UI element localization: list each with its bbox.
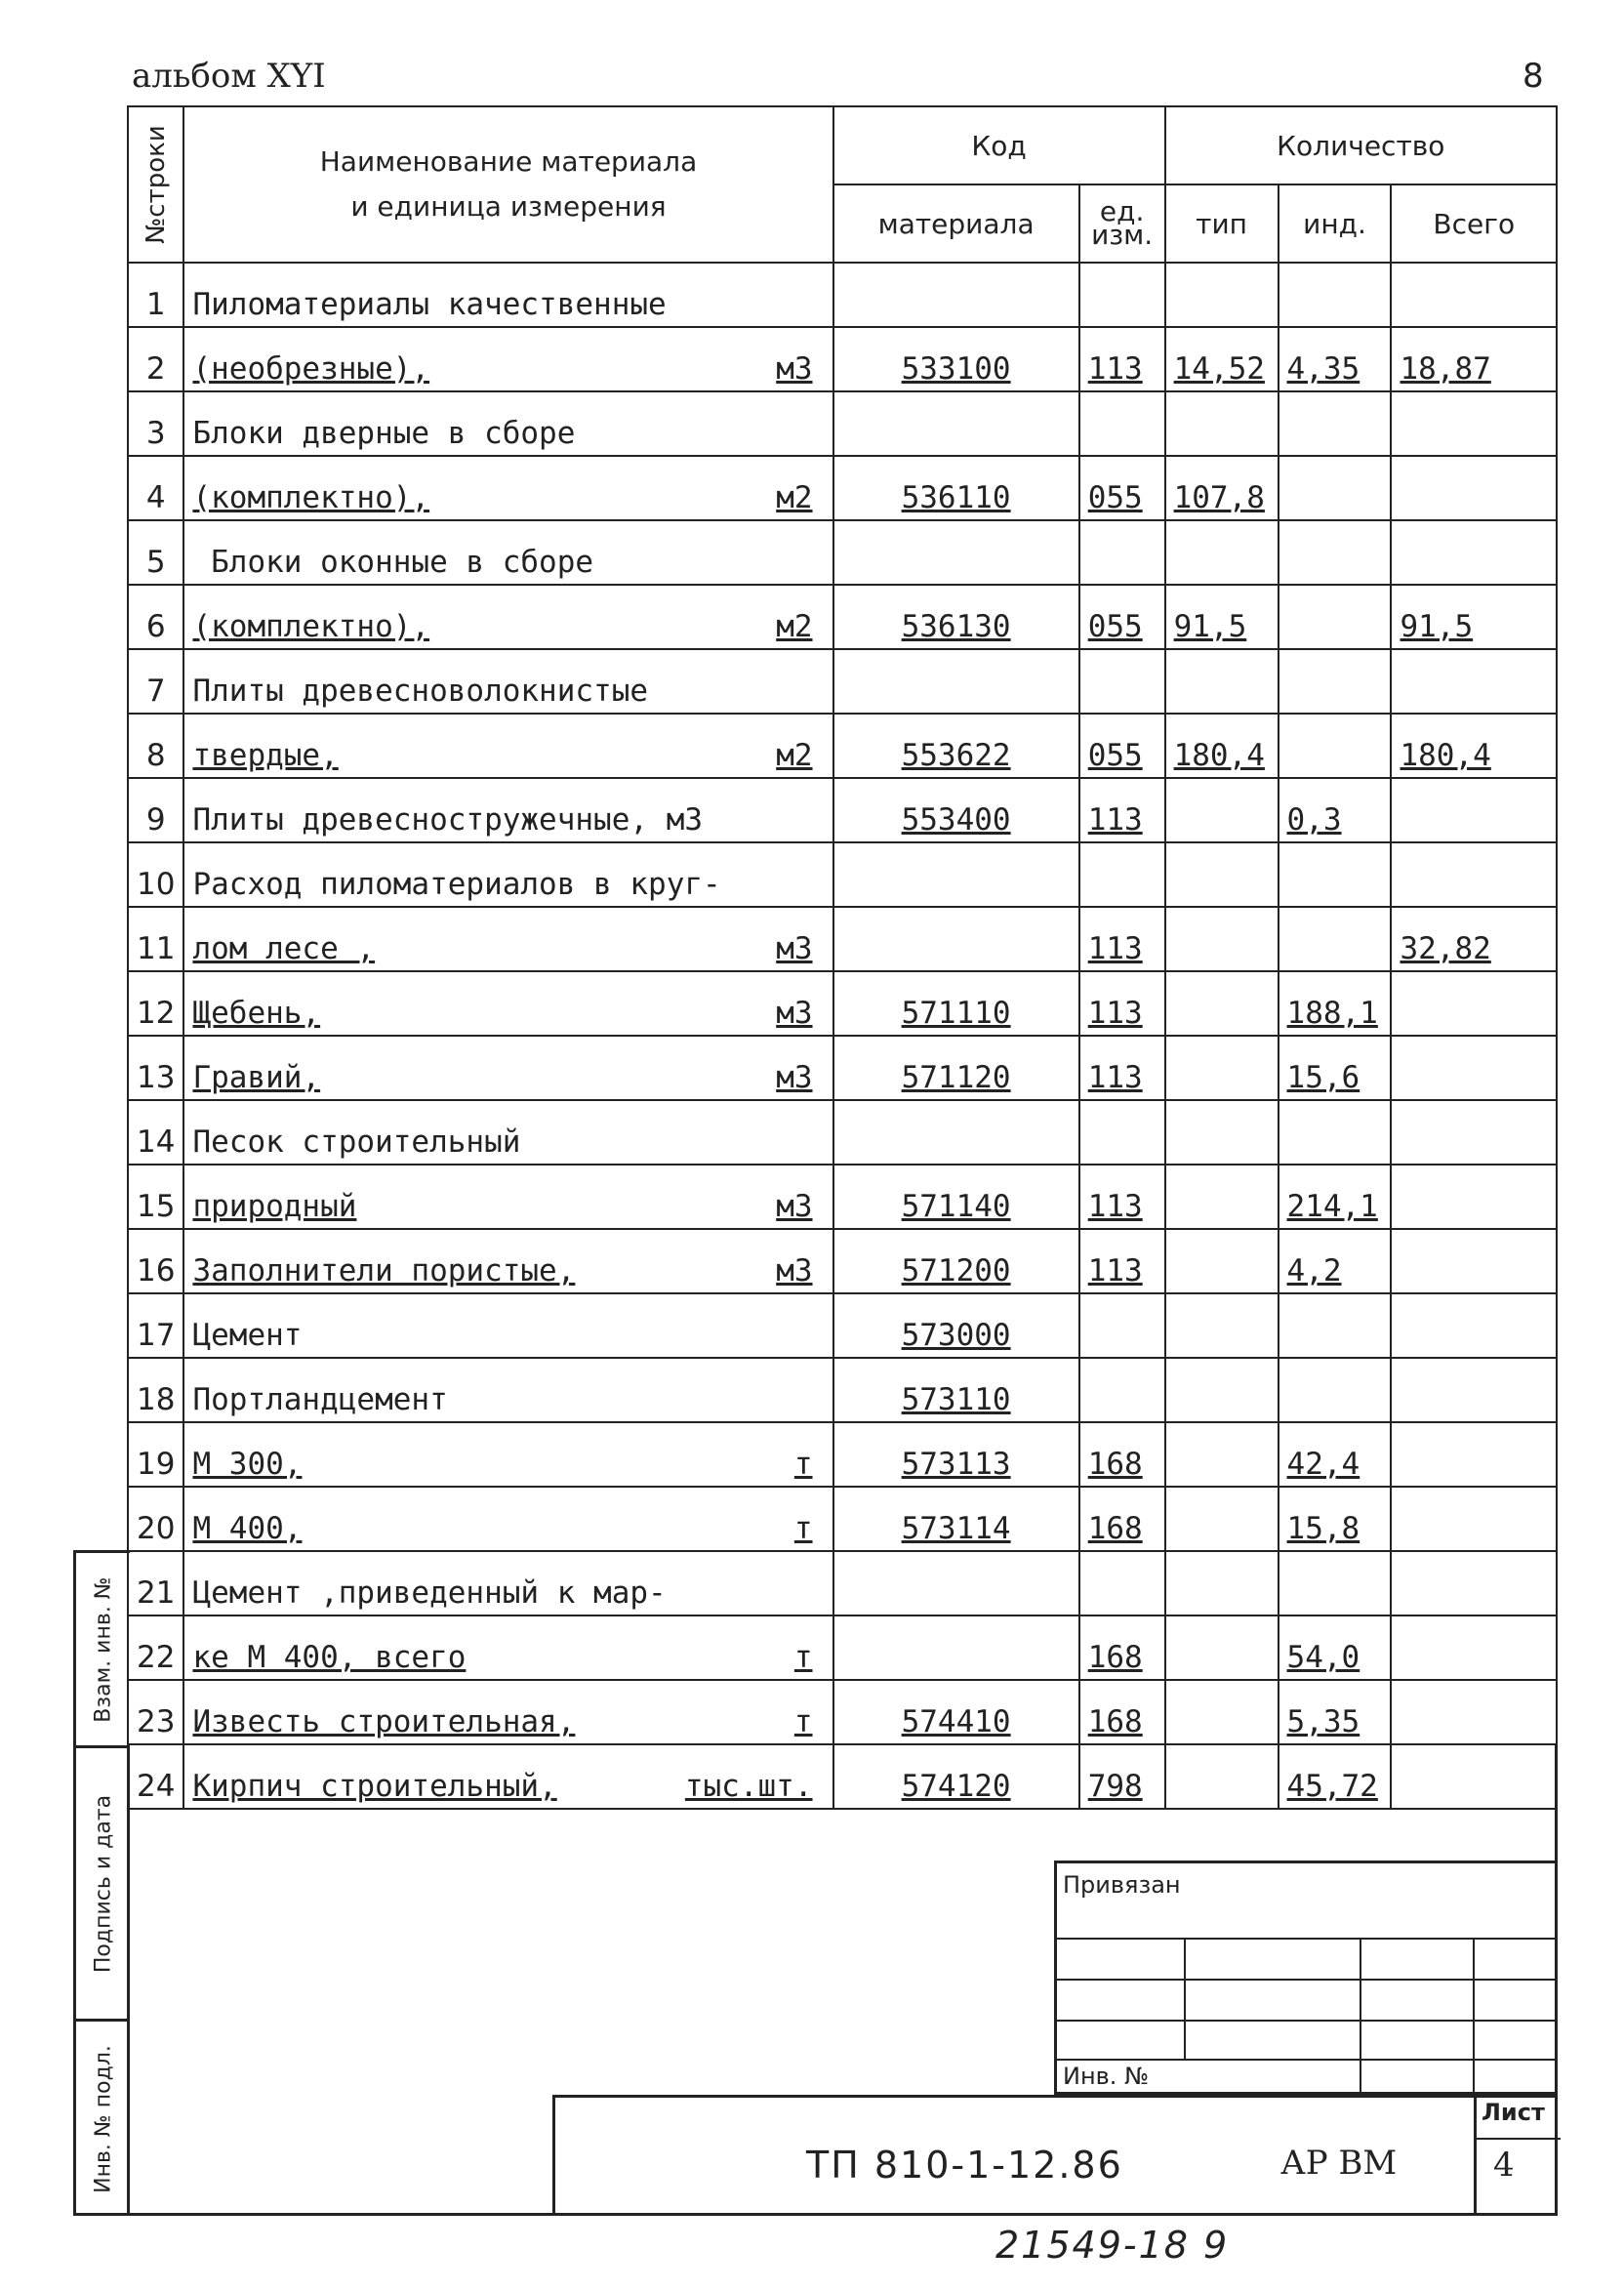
material-name: Блоки оконные в сборе [183,520,832,585]
material-name: ке М 400, всего т [183,1615,832,1680]
col-qty-total: Всего [1391,184,1557,263]
row-number: 2 [128,327,183,391]
qty-total [1391,842,1557,907]
qty-ind [1279,456,1392,520]
table-row [128,585,1557,649]
table-row [128,778,1557,842]
row-number: 12 [128,971,183,1036]
qty-total [1391,1615,1557,1680]
qty-ind: 15,8 [1279,1487,1392,1551]
material-name: (комплектно), м2 [183,585,832,649]
qty-type [1165,1293,1279,1358]
qty-type [1165,1358,1279,1422]
unit-code: 113 [1079,907,1165,971]
material-code [833,649,1079,714]
qty-type [1165,842,1279,907]
unit-code: 113 [1079,1229,1165,1293]
archive-number: 21549-18 9 [995,2224,1230,2267]
row-number: 7 [128,649,183,714]
row-number: 6 [128,585,183,649]
material-code: 553622 [833,714,1079,778]
material-code [833,520,1079,585]
qty-total [1391,391,1557,456]
qty-type [1165,1487,1279,1551]
table-row [128,1036,1557,1100]
material-code: 571140 [833,1165,1079,1229]
sidebar-stamp [73,1550,130,2216]
project-code: ТП 810-1-12.86 [806,2144,1123,2187]
col-code-material: материала [833,184,1079,263]
table-row [128,1100,1557,1165]
qty-ind: 15,6 [1279,1036,1392,1100]
unit-code: 168 [1079,1487,1165,1551]
col-code-unit: ед. изм. [1079,184,1165,263]
col-code-group: Код [833,106,1165,184]
qty-ind [1279,1293,1392,1358]
qty-total [1391,1551,1557,1615]
table-row [128,520,1557,585]
row-number: 13 [128,1036,183,1100]
material-name: Блоки дверные в сборе [183,391,832,456]
row-number: 1 [128,263,183,327]
table-row [128,391,1557,456]
qty-total [1391,649,1557,714]
unit-code: 055 [1079,456,1165,520]
material-name: Плиты древесностружечные, м3 [183,778,832,842]
material-code: 574410 [833,1680,1079,1744]
qty-type [1165,1036,1279,1100]
row-number: 5 [128,520,183,585]
unit-code [1079,842,1165,907]
qty-total: 180,4 [1391,714,1557,778]
qty-type [1165,1165,1279,1229]
material-code [833,1615,1079,1680]
unit-code [1079,520,1165,585]
material-name: Заполнители пористые, м3 [183,1229,832,1293]
table-row [128,1615,1557,1680]
row-number: 10 [128,842,183,907]
qty-total [1391,1293,1557,1358]
unit-code [1079,263,1165,327]
material-name: Расход пиломатериалов в круг- [183,842,832,907]
qty-total: 18,87 [1391,327,1557,391]
project-section: АР ВМ [1280,2144,1398,2183]
qty-total [1391,1100,1557,1165]
qty-type [1165,1680,1279,1744]
table-row [128,1551,1557,1615]
stamp-bound-label: Привязан [1063,1871,1181,1899]
qty-ind [1279,714,1392,778]
qty-total: 91,5 [1391,585,1557,649]
material-name: Пиломатериалы качественные [183,263,832,327]
qty-type [1165,907,1279,971]
unit-code: 113 [1079,327,1165,391]
qty-ind: 4,2 [1279,1229,1392,1293]
qty-total [1391,1487,1557,1551]
row-number: 21 [128,1551,183,1615]
qty-type [1165,1551,1279,1615]
qty-total [1391,520,1557,585]
sheet-label: Лист [1482,2099,1545,2126]
row-number: 22 [128,1615,183,1680]
qty-total [1391,1229,1557,1293]
row-number: 4 [128,456,183,520]
unit-code [1079,1358,1165,1422]
material-name: (необрезные), м3 [183,327,832,391]
qty-type [1165,1229,1279,1293]
material-code: 553400 [833,778,1079,842]
materials-table [127,105,1558,1810]
unit-code: 168 [1079,1680,1165,1744]
qty-type: 180,4 [1165,714,1279,778]
row-number: 19 [128,1422,183,1487]
qty-ind [1279,649,1392,714]
qty-ind: 4,35 [1279,327,1392,391]
material-code: 574120 [833,1744,1079,1809]
qty-type [1165,649,1279,714]
qty-ind [1279,263,1392,327]
unit-code: 113 [1079,1165,1165,1229]
qty-total [1391,1680,1557,1744]
material-name: Кирпич строительный, тыс.шт. [183,1744,832,1809]
unit-code [1079,1100,1165,1165]
unit-code: 798 [1079,1744,1165,1809]
row-number: 20 [128,1487,183,1551]
page-number: 8 [1522,57,1544,96]
material-code: 533100 [833,327,1079,391]
qty-type [1165,1100,1279,1165]
material-code: 571200 [833,1229,1079,1293]
qty-ind: 0,3 [1279,778,1392,842]
material-name: Плиты древесноволокнистые [183,649,832,714]
qty-total [1391,1165,1557,1229]
material-name: Щебень, м3 [183,971,832,1036]
material-code: 571110 [833,971,1079,1036]
material-name: Песок строительный [183,1100,832,1165]
row-number: 18 [128,1358,183,1422]
material-code [833,391,1079,456]
qty-type [1165,1422,1279,1487]
unit-code: 055 [1079,585,1165,649]
table-row [128,456,1557,520]
material-code [833,263,1079,327]
qty-type [1165,971,1279,1036]
stamp-inv-label: Инв. № [1063,2063,1150,2090]
material-code: 573000 [833,1293,1079,1358]
row-number: 3 [128,391,183,456]
unit-code [1079,649,1165,714]
qty-ind: 188,1 [1279,971,1392,1036]
material-name: М 300, т [183,1422,832,1487]
sidebar-sign-date: Подпись и дата [76,1748,130,2022]
material-name: Цемент [183,1293,832,1358]
qty-ind [1279,391,1392,456]
sidebar-inv-orig: Инв. № подл. [91,2044,115,2193]
material-code [833,1100,1079,1165]
table-row [128,907,1557,971]
col-qty-group: Количество [1165,106,1557,184]
material-code [833,907,1079,971]
unit-code [1079,1551,1165,1615]
material-name: природный м3 [183,1165,832,1229]
qty-ind [1279,907,1392,971]
material-name: М 400, т [183,1487,832,1551]
material-name: лом лесе , м3 [183,907,832,971]
qty-type [1165,1615,1279,1680]
album-label: альбом XYI [132,57,326,96]
material-code: 571120 [833,1036,1079,1100]
qty-total [1391,971,1557,1036]
material-name: Известь строительная, т [183,1680,832,1744]
row-number: 23 [128,1680,183,1744]
table-row [128,263,1557,327]
unit-code [1079,391,1165,456]
material-code: 573114 [833,1487,1079,1551]
table-row [128,1680,1557,1744]
table-row [128,327,1557,391]
qty-ind [1279,1551,1392,1615]
qty-ind [1279,842,1392,907]
qty-total: 32,82 [1391,907,1557,971]
table-row [128,1229,1557,1293]
row-number: 14 [128,1100,183,1165]
qty-total [1391,1422,1557,1487]
col-row-number: №строки [128,106,183,263]
unit-code: 168 [1079,1615,1165,1680]
unit-code: 055 [1079,714,1165,778]
unit-code: 168 [1079,1422,1165,1487]
sheet-number: 4 [1493,2146,1515,2185]
material-name: твердые, м2 [183,714,832,778]
table-row [128,714,1557,778]
material-code [833,842,1079,907]
qty-type: 107,8 [1165,456,1279,520]
qty-type: 14,52 [1165,327,1279,391]
qty-ind: 54,0 [1279,1615,1392,1680]
qty-type: 91,5 [1165,585,1279,649]
qty-total [1391,263,1557,327]
table-row [128,1487,1557,1551]
qty-type [1165,263,1279,327]
table-row [128,1293,1557,1358]
material-code: 573113 [833,1422,1079,1487]
col-name: Наименование материала и единица измерения [183,106,832,263]
sidebar-inv-replace: Взам. инв. № [76,1553,130,1748]
unit-code [1079,1293,1165,1358]
material-name: Гравий, м3 [183,1036,832,1100]
material-code: 536110 [833,456,1079,520]
qty-ind: 42,4 [1279,1422,1392,1487]
table-row [128,1422,1557,1487]
qty-ind [1279,1358,1392,1422]
qty-ind: 5,35 [1279,1680,1392,1744]
material-name: Цемент ,приведенный к мар- [183,1551,832,1615]
qty-type [1165,520,1279,585]
qty-total [1391,456,1557,520]
qty-ind: 214,1 [1279,1165,1392,1229]
stamp-bound-box [1054,1861,1558,2095]
qty-total [1391,1358,1557,1422]
unit-code: 113 [1079,971,1165,1036]
qty-ind [1279,1100,1392,1165]
row-number: 15 [128,1165,183,1229]
material-name: (комплектно), м2 [183,456,832,520]
qty-type [1165,391,1279,456]
qty-ind [1279,585,1392,649]
material-code: 573110 [833,1358,1079,1422]
table-row [128,971,1557,1036]
table-row [128,1358,1557,1422]
table-row [128,649,1557,714]
material-code: 536130 [833,585,1079,649]
unit-code: 113 [1079,778,1165,842]
row-number: 17 [128,1293,183,1358]
material-code [833,1551,1079,1615]
qty-total [1391,1036,1557,1100]
row-number: 24 [128,1744,183,1809]
col-qty-type: тип [1165,184,1279,263]
col-qty-ind: инд. [1279,184,1392,263]
unit-code: 113 [1079,1036,1165,1100]
table-row [128,842,1557,907]
qty-ind [1279,520,1392,585]
material-name: Портландцемент [183,1358,832,1422]
qty-type [1165,778,1279,842]
row-number: 8 [128,714,183,778]
qty-total [1391,778,1557,842]
row-number: 16 [128,1229,183,1293]
row-number: 9 [128,778,183,842]
table-row [128,1165,1557,1229]
row-number: 11 [128,907,183,971]
qty-ind: 45,72 [1279,1744,1392,1809]
